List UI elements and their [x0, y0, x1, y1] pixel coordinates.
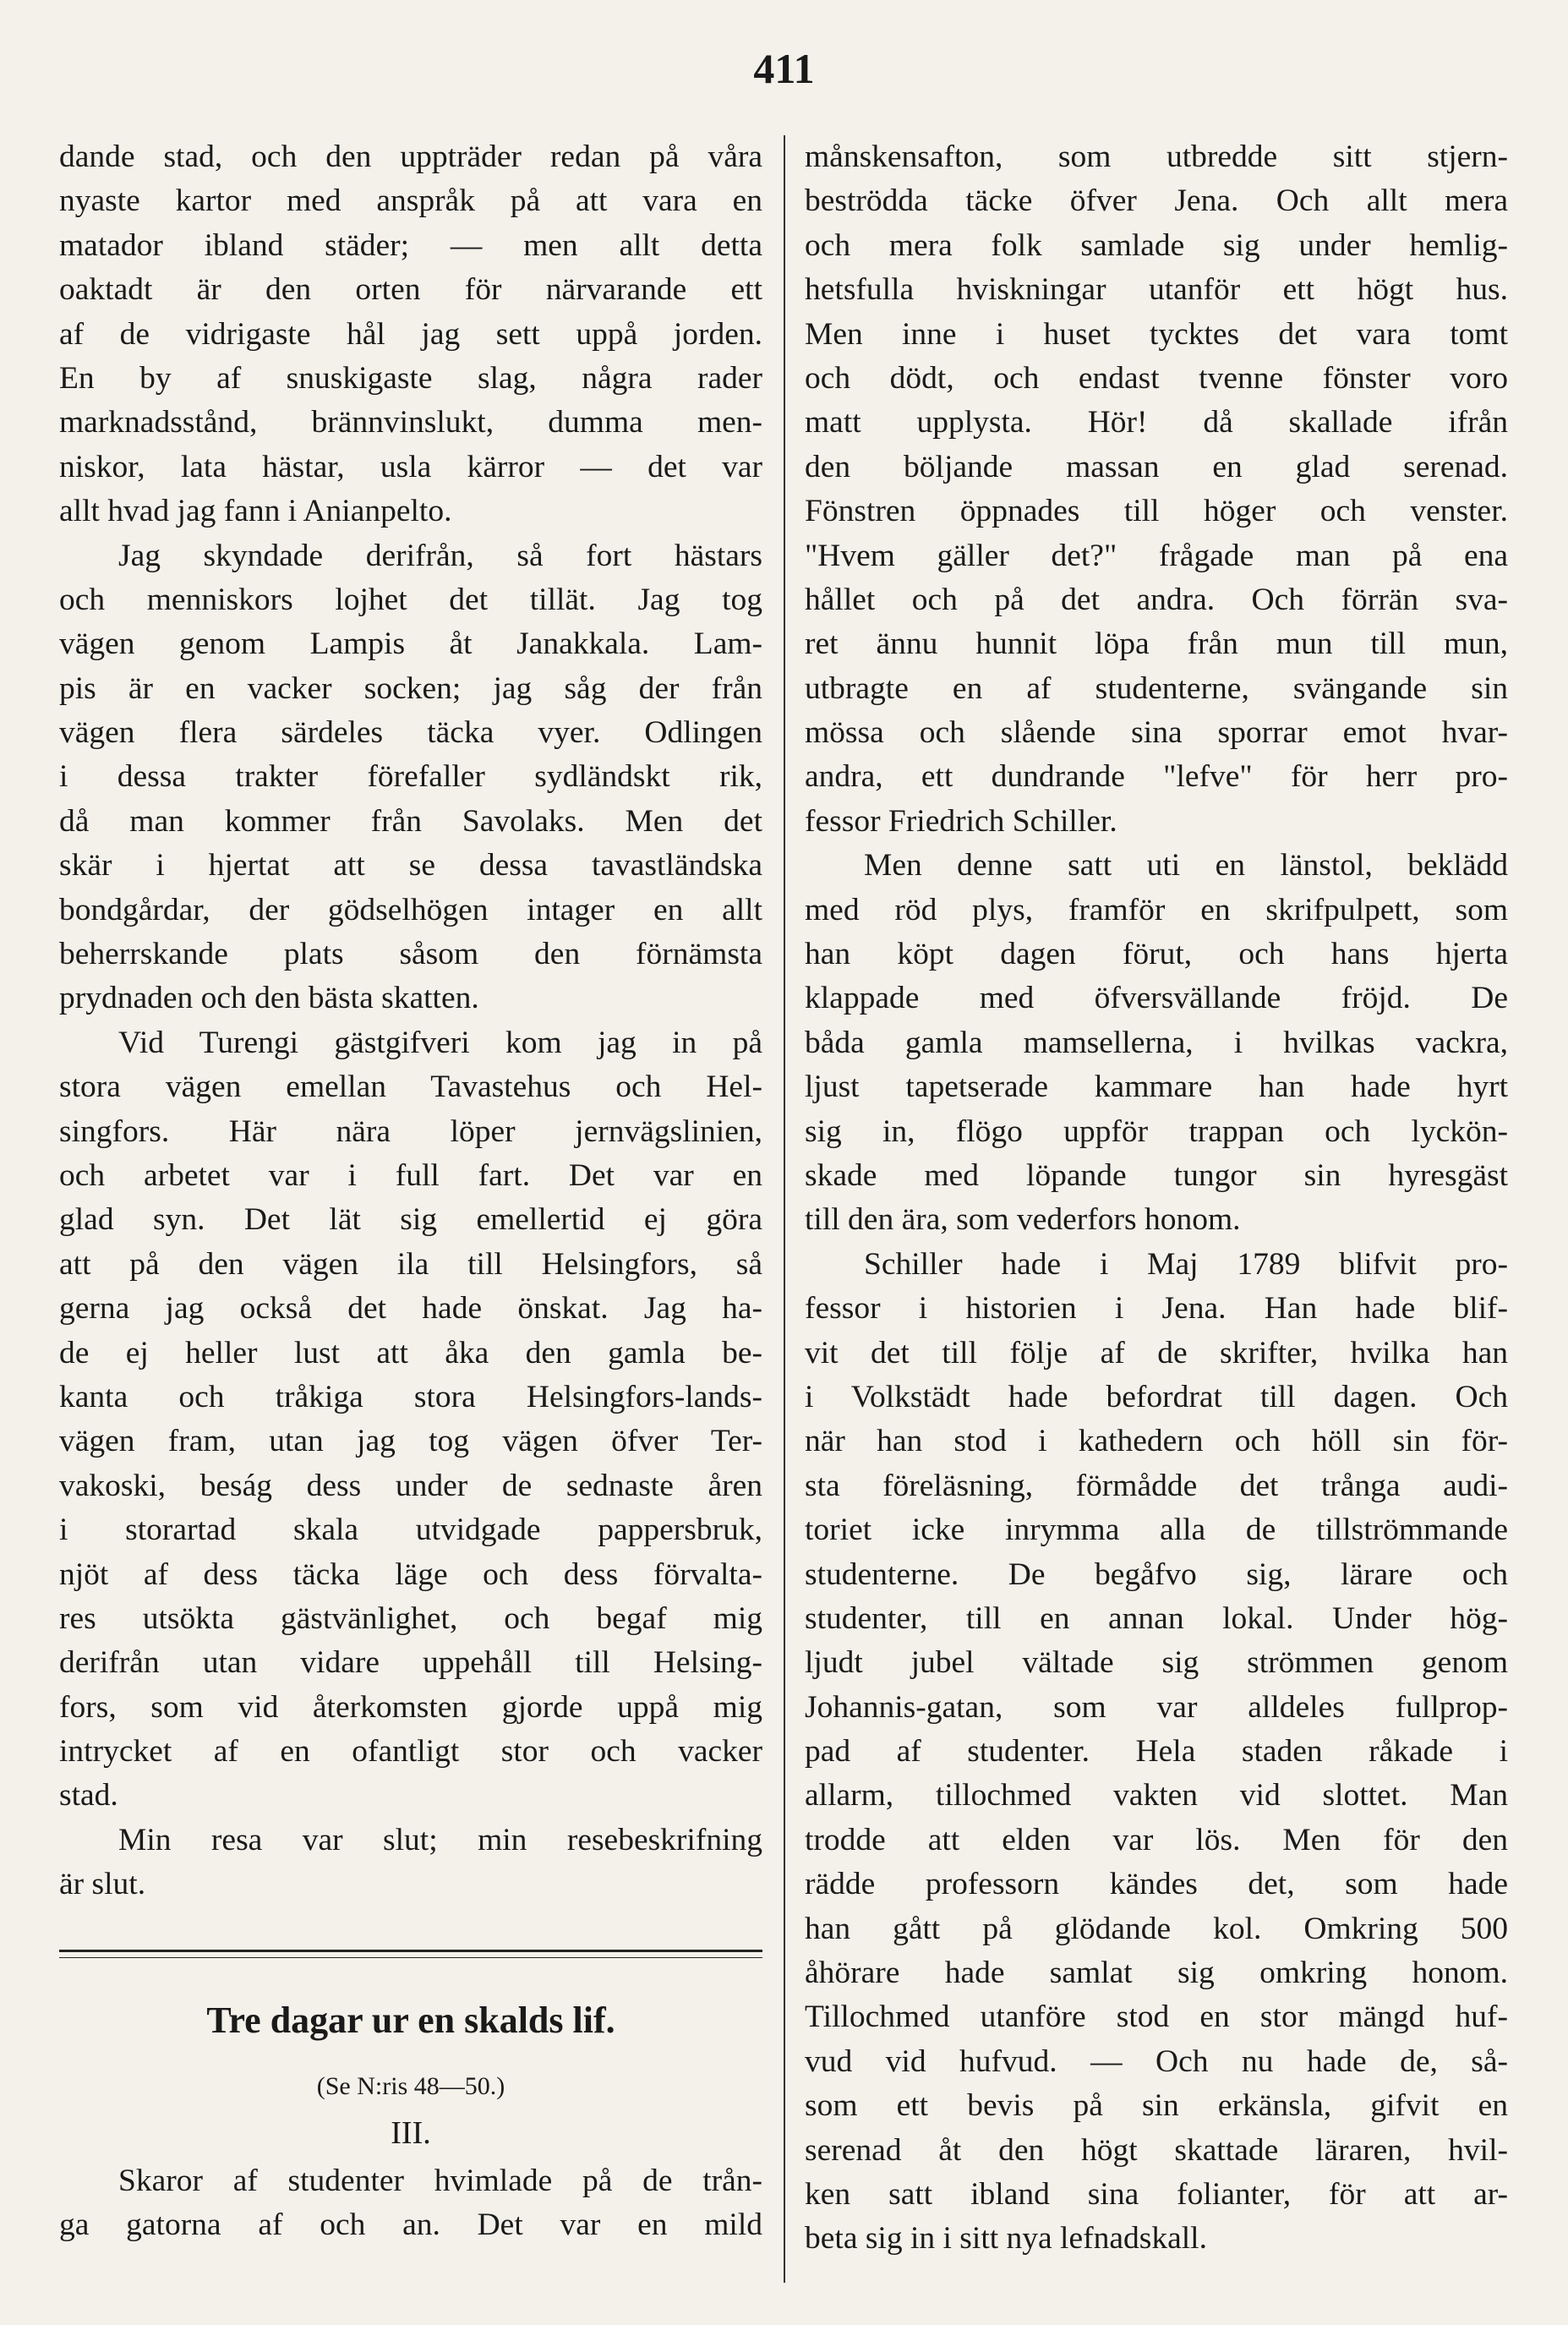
text-line: trodde att elden var lös. Men för den — [805, 1822, 1508, 1857]
text-line: de ej heller lust att åka den gamla be- — [59, 1335, 762, 1370]
section-divider — [59, 1950, 762, 1952]
paragraph — [59, 2159, 762, 2248]
text-line: att på den vägen ila till Helsingfors, så — [59, 1246, 762, 1282]
text-line: han gått på glödande kol. Omkring 500 — [805, 1911, 1508, 1946]
text-line: ljust tapetserade kammare han hade hyrt — [805, 1070, 1508, 1105]
article-title: Tre dagar ur en skalds lif. — [206, 1999, 615, 2041]
text-line: den böljande massan en glad serenad. — [805, 449, 1508, 484]
text-line: vägen fram, utan jag tog vägen öfver Ter- — [59, 1424, 762, 1459]
text-line: studenter, till en annan lokal. Under hög- — [805, 1600, 1508, 1636]
text-line: bondgårdar, der gödselhögen intager en allt — [59, 892, 762, 927]
text-line: vägen flera särdeles täcka vyer. Odlingen — [59, 715, 762, 751]
paragraph — [59, 1021, 762, 1819]
text-line: studenterne. De begåfvo sig, lärare och — [805, 1556, 1508, 1592]
text-line: Johannis-gatan, som var alldeles fullprop- — [805, 1689, 1508, 1725]
text-line: sig in, flögo uppför trappan och lyckön- — [805, 1113, 1508, 1149]
text-line: då man kommer från Savolaks. Men det — [59, 803, 762, 839]
text-line: i dessa trakter förefaller sydländskt rik, — [59, 759, 762, 795]
paragraph — [805, 135, 1508, 844]
text-line: Men denne satt uti en länstol, beklädd — [864, 848, 1508, 884]
text-line: derifrån utan vidare uppehåll till Helsing- — [59, 1645, 762, 1681]
text-line: vit det till följe af de skrifter, hvilka han — [805, 1335, 1508, 1370]
text-line: allt hvad jag fann i Anianpelto. — [59, 494, 452, 529]
text-line: Min resa var slut; min resebeskrifning — [118, 1822, 762, 1857]
text-line: serenad åt den högt skattade läraren, hvil- — [805, 2132, 1508, 2168]
text-line: och menniskors lojhet det tillät. Jag tog — [59, 582, 762, 617]
text-line: andra, ett dundrande "lefve" för herr pro- — [805, 759, 1508, 795]
text-line: och arbetet var i full fart. Det var en — [59, 1157, 762, 1193]
text-line: med röd plys, framför en skrifpulpett, som — [805, 892, 1508, 927]
text-line: En by af snuskigaste slag, några rader — [59, 360, 762, 396]
text-line: nyaste kartor med anspråk på att vara en — [59, 183, 762, 219]
text-line: njöt af dess täcka läge och dess förvalta- — [59, 1556, 762, 1592]
text-line: "Hvem gäller det?" frågade man på ena — [805, 538, 1508, 573]
text-line: hållet och på det andra. Och förrän sva- — [805, 582, 1508, 617]
right-column — [805, 135, 1508, 2262]
text-line: toriet icke inrymma alla de tillströmmande — [805, 1513, 1508, 1548]
text-line: Skaror af studenter hvimlade på de trån- — [118, 2163, 762, 2198]
text-line: stad. — [59, 1778, 118, 1814]
text-line: hetsfulla hviskningar utanför ett högt hus. — [805, 272, 1508, 308]
article-part-number: III. — [391, 2114, 431, 2151]
paragraph — [59, 534, 762, 1021]
text-line: i Volkstädt hade befordrat till dagen. Och — [805, 1379, 1508, 1414]
text-line: Schiller hade i Maj 1789 blifvit pro- — [864, 1246, 1508, 1282]
text-line: Tillochmed utanföre stod en stor mängd huf- — [805, 2000, 1508, 2035]
text-line: gerna jag också det hade önskat. Jag ha- — [59, 1291, 762, 1327]
text-line: ret ännu hunnit löpa från mun till mun, — [805, 626, 1508, 662]
text-line: intrycket af en ofantligt stor och vacker — [59, 1734, 762, 1770]
text-line: singfors. Här nära löper jernvägslinien, — [59, 1113, 762, 1149]
text-line: klappade med öfversvällande fröjd. De — [805, 981, 1508, 1016]
text-line: stora vägen emellan Tavastehus och Hel- — [59, 1070, 762, 1105]
text-line: ken satt ibland sina folianter, för att ar- — [805, 2176, 1508, 2212]
paragraph — [805, 844, 1508, 1243]
paragraph — [59, 135, 762, 534]
text-line: båda gamla mamsellerna, i hvilkas vackra, — [805, 1025, 1508, 1060]
text-line: prydnaden och den bästa skatten. — [59, 981, 479, 1016]
text-line: niskor, lata hästar, usla kärror — det var — [59, 449, 762, 484]
paragraph — [805, 1243, 1508, 2262]
text-line: marknadsstånd, brännvinslukt, dumma men- — [59, 405, 762, 440]
text-line: mössa och slående sina sporrar emot hvar- — [805, 715, 1508, 751]
text-line: skär i hjertat att se dessa tavastländska — [59, 848, 762, 884]
column-divider — [784, 135, 785, 2283]
paragraph — [59, 1819, 762, 1907]
text-line: vakoski, beság dess under de sednaste åren — [59, 1468, 762, 1503]
text-line: och mera folk samlade sig under hemlig- — [805, 227, 1508, 263]
text-line: dande stad, och den uppträder redan på våra — [59, 140, 762, 174]
text-line: ljudt jubel vältade sig strömmen genom — [805, 1645, 1508, 1681]
text-line: sta föreläsning, förmådde det trånga audi- — [805, 1468, 1508, 1503]
page-number: 411 — [753, 45, 815, 92]
text-line: som ett bevis på sin erkänsla, gifvit en — [805, 2088, 1508, 2124]
text-line: fors, som vid återkomsten gjorde uppå mig — [59, 1689, 762, 1725]
text-line: kanta och tråkiga stora Helsingfors-lands- — [59, 1379, 762, 1414]
text-line: glad syn. Det lät sig emellertid ej göra — [59, 1202, 762, 1238]
text-line: han köpt dagen förut, och hans hjerta — [805, 937, 1508, 972]
text-line: skade med löpande tungor sin hyresgäst — [805, 1157, 1508, 1193]
text-line: fessor i historien i Jena. Han hade blif- — [805, 1291, 1508, 1327]
text-line: och dödt, och endast tvenne fönster voro — [805, 360, 1508, 396]
text-line: ga gatorna af och an. Det var en mild — [59, 2207, 762, 2243]
text-line: beströdda täcke öfver Jena. Och allt mera — [805, 183, 1508, 219]
text-line: fessor Friedrich Schiller. — [805, 803, 1117, 839]
text-line: rädde professorn kändes det, som hade — [805, 1867, 1508, 1902]
text-line: af de vidrigaste hål jag sett uppå jorden. — [59, 316, 762, 352]
text-line: res utsökta gästvänlighet, och begaf mig — [59, 1600, 762, 1636]
text-line: till den ära, som vederfors honom. — [805, 1202, 1241, 1238]
text-line: Vid Turengi gästgifveri kom jag in på — [118, 1025, 762, 1060]
text-line: beta sig in i sitt nya lefnadskall. — [805, 2221, 1207, 2257]
section-divider-thin — [59, 1957, 762, 1958]
text-line: pad af studenter. Hela staden råkade i — [805, 1734, 1508, 1770]
article-reference: (Se N:ris 48—50.) — [316, 2071, 505, 2100]
text-line: matt upplysta. Hör! då skallade ifrån — [805, 405, 1508, 440]
text-line: vägen genom Lampis åt Janakkala. Lam- — [59, 626, 762, 662]
text-line: pis är en vacker socken; jag såg der från — [59, 670, 762, 706]
text-line: när han stod i kathedern och höll sin för- — [805, 1424, 1508, 1459]
text-line: oaktadt är den orten för närvarande ett — [59, 272, 762, 308]
text-line: månskensafton, som utbredde sitt stjern- — [805, 140, 1508, 174]
text-line: utbragte en af studenterne, svängande sin — [805, 670, 1508, 706]
left-column — [59, 135, 762, 2247]
text-line: i storartad skala utvidgade pappersbruk, — [59, 1513, 762, 1548]
text-line: Men inne i huset tycktes det vara tomt — [805, 316, 1508, 352]
text-line: Fönstren öppnades till höger och venster. — [805, 494, 1508, 529]
text-line: vud vid hufvud. — Och nu hade de, så- — [805, 2043, 1508, 2079]
text-line: Jag skyndade derifrån, så fort hästars — [118, 538, 762, 573]
text-line: beherrskande plats såsom den förnämsta — [59, 937, 762, 972]
text-line: matador ibland städer; — men allt detta — [59, 227, 762, 263]
text-line: är slut. — [59, 1867, 146, 1902]
text-line: åhörare hade samlat sig omkring honom. — [805, 1956, 1508, 1991]
text-line: allarm, tillochmed vakten vid slottet. Man — [805, 1778, 1508, 1814]
